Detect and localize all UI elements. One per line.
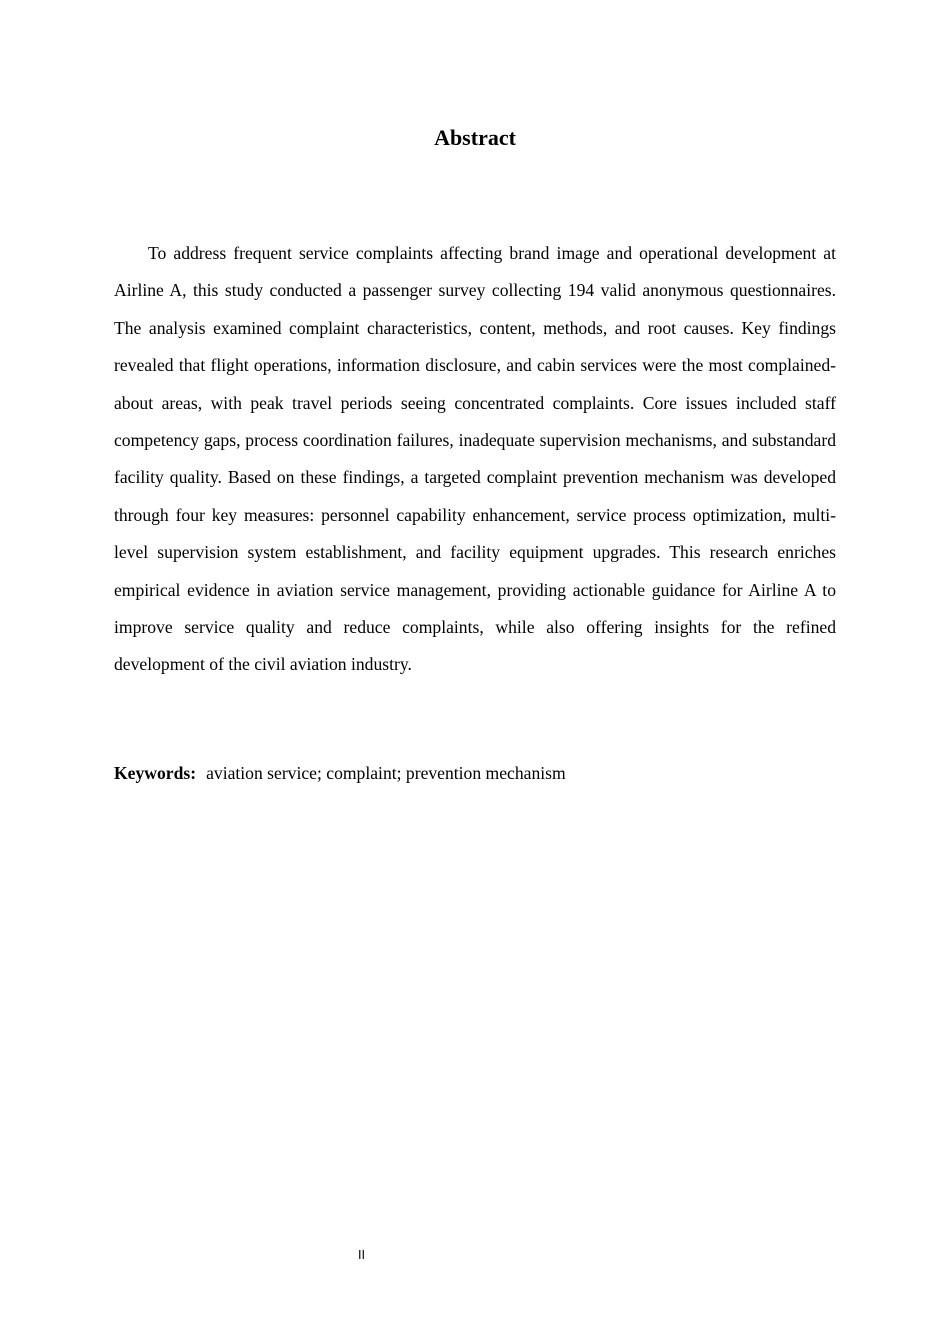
page-title: Abstract [434, 125, 516, 150]
keywords-label: Keywords: [114, 763, 197, 783]
keywords-line [114, 759, 836, 787]
keywords-text: aviation service; complaint; prevention mechanism [206, 763, 566, 783]
page-number: II [358, 1248, 366, 1262]
abstract-paragraph: To address frequent service complaints affecting brand image and operational development at Airline A, this study conducted a passenger survey collecting 194 valid anonymous questionnaires. The analysis examined complaint characteristics, content, methods, and root causes. Key findings revealed that flight operations, information disclosure, and cabin services were the most complained-about areas, with peak travel periods seeing concentrated complaints. Core issues included staff competency gaps, process coordination failures, inadequate supervision mechanisms, and substandard facility quality. Based on these findings, a targeted complaint prevention mechanism was developed through four key measures: personnel capability enhancement, service process optimization, multi-level supervision system establishment, and facility equipment upgrades. This research enriches empirical evidence in aviation service management, providing actionable guidance for Airline A to improve service quality and reduce complaints, while also offering insights for the refined development of the civil aviation industry. [114, 243, 836, 675]
